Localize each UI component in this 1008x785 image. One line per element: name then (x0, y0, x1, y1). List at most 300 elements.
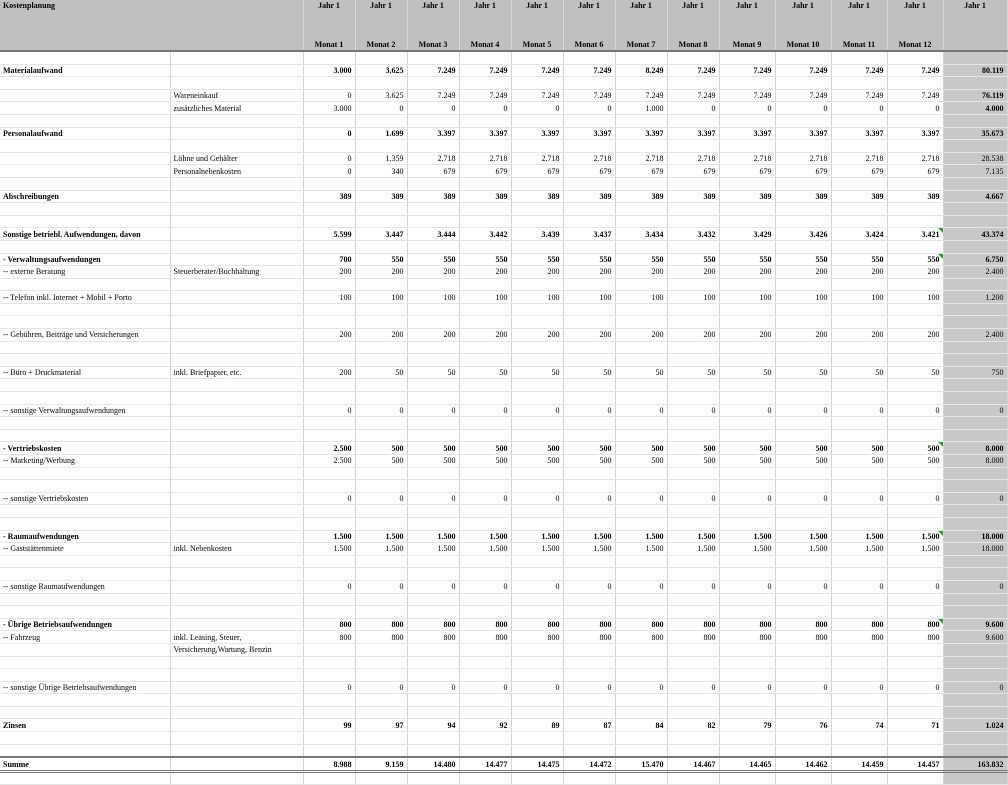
month-value-cell[interactable]: 100 (887, 291, 943, 304)
empty-cell[interactable] (831, 417, 887, 430)
row-note[interactable] (170, 719, 303, 732)
empty-cell[interactable] (0, 140, 170, 153)
total-cell[interactable] (943, 656, 1007, 669)
month-value-cell[interactable]: 100 (831, 291, 887, 304)
month-value-cell[interactable]: 500 (887, 455, 943, 468)
total-cell[interactable] (943, 341, 1007, 354)
month-value-cell[interactable]: 3.434 (615, 228, 667, 241)
empty-cell[interactable] (303, 203, 355, 216)
month-value-cell[interactable]: 14.477 (459, 757, 511, 771)
row-total-cell[interactable]: 4.000 (943, 102, 1007, 115)
empty-cell[interactable] (170, 51, 303, 64)
empty-cell[interactable] (303, 568, 355, 581)
empty-cell[interactable] (407, 379, 459, 392)
month-value-cell[interactable]: 0 (887, 492, 943, 505)
empty-cell[interactable] (719, 203, 775, 216)
month-value-cell[interactable]: 500 (615, 455, 667, 468)
month-value-cell[interactable]: 0 (719, 404, 775, 417)
row-total-cell[interactable]: 35.673 (943, 127, 1007, 140)
empty-cell[interactable] (775, 429, 831, 442)
empty-cell[interactable] (719, 669, 775, 682)
month-value-cell[interactable]: 1.500 (563, 543, 615, 556)
empty-cell[interactable] (719, 341, 775, 354)
row-note[interactable]: Wareneinkauf (170, 89, 303, 102)
empty-cell[interactable] (615, 568, 667, 581)
total-cell[interactable] (943, 732, 1007, 745)
empty-cell[interactable] (887, 379, 943, 392)
empty-cell[interactable] (0, 555, 170, 568)
empty-cell[interactable] (355, 694, 407, 707)
empty-cell[interactable] (0, 417, 170, 430)
month-value-cell[interactable]: 71 (887, 719, 943, 732)
empty-cell[interactable] (407, 694, 459, 707)
month-value-cell[interactable]: 550 (459, 253, 511, 266)
month-value-cell[interactable]: 2.718 (775, 152, 831, 165)
empty-cell[interactable] (615, 593, 667, 606)
empty-cell[interactable] (831, 392, 887, 405)
month-value-cell[interactable]: 200 (887, 266, 943, 279)
empty-cell[interactable] (563, 278, 615, 291)
month-value-cell[interactable]: 0 (303, 580, 355, 593)
empty-cell[interactable] (170, 656, 303, 669)
empty-cell[interactable] (355, 341, 407, 354)
month-value-cell[interactable] (775, 643, 831, 656)
empty-cell[interactable] (719, 51, 775, 64)
month-value-cell[interactable]: 3.439 (511, 228, 563, 241)
month-value-cell[interactable]: 800 (303, 631, 355, 644)
month-value-cell[interactable]: 82 (667, 719, 719, 732)
month-value-cell[interactable]: 0 (355, 580, 407, 593)
empty-cell[interactable] (831, 114, 887, 127)
empty-cell[interactable] (459, 177, 511, 190)
month-value-cell[interactable]: 0 (407, 102, 459, 115)
month-value-cell[interactable]: 7.249 (667, 89, 719, 102)
month-value-cell[interactable]: 14.459 (831, 757, 887, 771)
month-value-cell[interactable]: 50 (887, 366, 943, 379)
month-value-cell[interactable]: 0 (459, 404, 511, 417)
empty-cell[interactable] (887, 316, 943, 329)
month-value-cell[interactable]: 9.159 (355, 757, 407, 771)
empty-cell[interactable] (667, 392, 719, 405)
empty-cell[interactable] (511, 203, 563, 216)
empty-cell[interactable] (831, 593, 887, 606)
empty-cell[interactable] (0, 694, 170, 707)
month-value-cell[interactable]: 500 (511, 442, 563, 455)
month-value-cell[interactable]: 1.000 (615, 102, 667, 115)
month-value-cell[interactable]: 550 (563, 253, 615, 266)
empty-cell[interactable] (667, 505, 719, 518)
empty-cell[interactable] (831, 77, 887, 90)
month-value-cell[interactable]: 3.426 (775, 228, 831, 241)
total-cell[interactable] (943, 379, 1007, 392)
empty-cell[interactable] (511, 303, 563, 316)
empty-cell[interactable] (831, 341, 887, 354)
empty-cell[interactable] (719, 706, 775, 719)
empty-cell[interactable] (355, 316, 407, 329)
empty-cell[interactable] (563, 480, 615, 493)
empty-cell[interactable] (887, 606, 943, 619)
empty-cell[interactable] (407, 706, 459, 719)
empty-cell[interactable] (459, 240, 511, 253)
row-total-cell[interactable]: 0 (943, 492, 1007, 505)
empty-cell[interactable] (170, 240, 303, 253)
empty-cell[interactable] (303, 278, 355, 291)
month-value-cell[interactable]: 200 (511, 329, 563, 342)
empty-cell[interactable] (459, 568, 511, 581)
row-label[interactable]: -- sonstige Übrige Betriebsaufwendungen (0, 681, 170, 694)
empty-cell[interactable] (563, 694, 615, 707)
empty-cell[interactable] (170, 354, 303, 367)
total-cell[interactable] (943, 771, 1007, 785)
month-value-cell[interactable]: 200 (887, 329, 943, 342)
empty-cell[interactable] (407, 316, 459, 329)
empty-cell[interactable] (170, 203, 303, 216)
empty-cell[interactable] (355, 417, 407, 430)
month-value-cell[interactable]: 2.718 (615, 152, 667, 165)
empty-cell[interactable] (459, 656, 511, 669)
month-value-cell[interactable]: 200 (511, 266, 563, 279)
empty-cell[interactable] (615, 606, 667, 619)
month-value-cell[interactable]: 0 (831, 404, 887, 417)
empty-cell[interactable] (303, 467, 355, 480)
month-value-cell[interactable]: 389 (407, 190, 459, 203)
empty-cell[interactable] (0, 177, 170, 190)
empty-cell[interactable] (831, 354, 887, 367)
month-value-cell[interactable]: 679 (831, 165, 887, 178)
month-value-cell[interactable]: 700 (303, 253, 355, 266)
month-value-cell[interactable]: 1.500 (511, 543, 563, 556)
empty-cell[interactable] (170, 568, 303, 581)
month-value-cell[interactable]: 0 (831, 681, 887, 694)
total-cell[interactable] (943, 555, 1007, 568)
month-value-cell[interactable]: 1.500 (303, 543, 355, 556)
month-value-cell[interactable]: 500 (563, 455, 615, 468)
empty-cell[interactable] (563, 203, 615, 216)
row-note[interactable] (170, 530, 303, 543)
empty-cell[interactable] (887, 215, 943, 228)
month-value-cell[interactable]: 3.424 (831, 228, 887, 241)
empty-cell[interactable] (355, 215, 407, 228)
row-total-cell[interactable]: 7.135 (943, 165, 1007, 178)
empty-cell[interactable] (831, 51, 887, 64)
empty-cell[interactable] (407, 732, 459, 745)
row-note[interactable]: inkl. Leasing, Steuer, (170, 631, 303, 644)
empty-cell[interactable] (0, 114, 170, 127)
empty-cell[interactable] (887, 354, 943, 367)
empty-cell[interactable] (775, 568, 831, 581)
empty-cell[interactable] (615, 278, 667, 291)
empty-cell[interactable] (459, 354, 511, 367)
empty-cell[interactable] (775, 555, 831, 568)
month-value-cell[interactable]: 1.500 (775, 530, 831, 543)
empty-cell[interactable] (887, 656, 943, 669)
empty-cell[interactable] (407, 240, 459, 253)
total-cell[interactable] (943, 517, 1007, 530)
month-value-cell[interactable]: 500 (511, 455, 563, 468)
month-value-cell[interactable]: 679 (615, 165, 667, 178)
empty-cell[interactable] (887, 177, 943, 190)
empty-cell[interactable] (667, 555, 719, 568)
month-value-cell[interactable]: 1.500 (667, 543, 719, 556)
empty-cell[interactable] (407, 669, 459, 682)
month-value-cell[interactable]: 0 (563, 404, 615, 417)
row-label[interactable]: Materialaufwand (0, 64, 170, 77)
empty-cell[interactable] (355, 706, 407, 719)
row-note[interactable] (170, 455, 303, 468)
empty-cell[interactable] (563, 706, 615, 719)
empty-cell[interactable] (355, 568, 407, 581)
row-total-cell[interactable]: 8.000 (943, 442, 1007, 455)
total-cell[interactable] (943, 77, 1007, 90)
empty-cell[interactable] (775, 140, 831, 153)
month-value-cell[interactable]: 7.249 (563, 64, 615, 77)
empty-cell[interactable] (775, 177, 831, 190)
month-value-cell[interactable]: 500 (775, 442, 831, 455)
row-note[interactable]: inkl. Nebenkosten (170, 543, 303, 556)
empty-cell[interactable] (407, 114, 459, 127)
empty-cell[interactable] (407, 467, 459, 480)
empty-cell[interactable] (887, 341, 943, 354)
empty-cell[interactable] (511, 480, 563, 493)
empty-cell[interactable] (511, 732, 563, 745)
month-value-cell[interactable]: 1.500 (459, 543, 511, 556)
empty-cell[interactable] (775, 706, 831, 719)
row-total-cell[interactable]: 2.400 (943, 266, 1007, 279)
empty-cell[interactable] (170, 417, 303, 430)
empty-cell[interactable] (459, 429, 511, 442)
empty-cell[interactable] (775, 732, 831, 745)
month-value-cell[interactable]: 200 (303, 329, 355, 342)
empty-cell[interactable] (511, 278, 563, 291)
month-value-cell[interactable]: 800 (407, 618, 459, 631)
empty-cell[interactable] (775, 417, 831, 430)
month-value-cell[interactable]: 0 (887, 580, 943, 593)
month-value-cell[interactable]: 89 (511, 719, 563, 732)
row-note[interactable] (170, 580, 303, 593)
month-value-cell[interactable]: 3.625 (355, 89, 407, 102)
row-note[interactable] (170, 64, 303, 77)
row-note[interactable] (170, 253, 303, 266)
empty-cell[interactable] (615, 354, 667, 367)
empty-cell[interactable] (0, 429, 170, 442)
month-value-cell[interactable]: 800 (887, 618, 943, 631)
empty-cell[interactable] (563, 303, 615, 316)
empty-cell[interactable] (0, 303, 170, 316)
empty-cell[interactable] (511, 354, 563, 367)
total-cell[interactable] (943, 316, 1007, 329)
row-note[interactable] (170, 127, 303, 140)
month-value-cell[interactable]: 800 (719, 631, 775, 644)
row-label[interactable] (0, 102, 170, 115)
empty-cell[interactable] (667, 732, 719, 745)
month-value-cell[interactable]: 800 (615, 618, 667, 631)
month-value-cell[interactable]: 0 (511, 492, 563, 505)
empty-cell[interactable] (563, 240, 615, 253)
month-value-cell[interactable]: 2.500 (303, 455, 355, 468)
empty-cell[interactable] (407, 177, 459, 190)
empty-cell[interactable] (831, 744, 887, 757)
month-value-cell[interactable]: 0 (667, 492, 719, 505)
month-value-cell[interactable]: 3.625 (355, 64, 407, 77)
row-total-cell[interactable]: 6.750 (943, 253, 1007, 266)
month-value-cell[interactable] (355, 643, 407, 656)
empty-cell[interactable] (355, 114, 407, 127)
month-value-cell[interactable]: 8.249 (615, 64, 667, 77)
month-value-cell[interactable]: 0 (887, 404, 943, 417)
empty-cell[interactable] (667, 568, 719, 581)
empty-cell[interactable] (170, 593, 303, 606)
month-value-cell[interactable]: 2.718 (719, 152, 775, 165)
empty-cell[interactable] (459, 303, 511, 316)
empty-cell[interactable] (407, 392, 459, 405)
month-value-cell[interactable]: 7.249 (719, 64, 775, 77)
empty-cell[interactable] (407, 429, 459, 442)
month-value-cell[interactable]: 50 (407, 366, 459, 379)
empty-cell[interactable] (719, 732, 775, 745)
empty-cell[interactable] (459, 114, 511, 127)
empty-cell[interactable] (407, 593, 459, 606)
empty-cell[interactable] (775, 114, 831, 127)
empty-cell[interactable] (719, 744, 775, 757)
empty-cell[interactable] (407, 480, 459, 493)
empty-cell[interactable] (170, 140, 303, 153)
empty-cell[interactable] (459, 417, 511, 430)
empty-cell[interactable] (511, 114, 563, 127)
month-value-cell[interactable]: 3.397 (719, 127, 775, 140)
row-label[interactable]: - Raumaufwendungen (0, 530, 170, 543)
month-value-cell[interactable]: 500 (719, 455, 775, 468)
empty-cell[interactable] (0, 656, 170, 669)
month-value-cell[interactable]: 3.397 (563, 127, 615, 140)
month-value-cell[interactable]: 0 (831, 580, 887, 593)
month-value-cell[interactable]: 7.249 (831, 89, 887, 102)
month-value-cell[interactable]: 800 (775, 631, 831, 644)
month-value-cell[interactable]: 7.249 (511, 89, 563, 102)
month-value-cell[interactable]: 0 (355, 102, 407, 115)
empty-cell[interactable] (511, 467, 563, 480)
month-value-cell[interactable]: 100 (563, 291, 615, 304)
empty-cell[interactable] (355, 744, 407, 757)
month-value-cell[interactable]: 1.500 (667, 530, 719, 543)
empty-cell[interactable] (719, 354, 775, 367)
month-value-cell[interactable]: 14.465 (719, 757, 775, 771)
month-value-cell[interactable]: 100 (719, 291, 775, 304)
empty-cell[interactable] (831, 303, 887, 316)
month-value-cell[interactable]: 0 (775, 580, 831, 593)
empty-cell[interactable] (355, 606, 407, 619)
month-value-cell[interactable]: 79 (719, 719, 775, 732)
row-label[interactable]: -- Gaststättenmiete (0, 543, 170, 556)
empty-cell[interactable] (887, 555, 943, 568)
empty-cell[interactable] (615, 517, 667, 530)
empty-cell[interactable] (511, 669, 563, 682)
month-value-cell[interactable]: 1.359 (355, 152, 407, 165)
empty-cell[interactable] (459, 51, 511, 64)
empty-cell[interactable] (887, 51, 943, 64)
month-value-cell[interactable]: 0 (511, 102, 563, 115)
month-value-cell[interactable]: 0 (563, 102, 615, 115)
month-value-cell[interactable]: 550 (615, 253, 667, 266)
month-value-cell[interactable]: 800 (407, 631, 459, 644)
month-value-cell[interactable]: 389 (511, 190, 563, 203)
empty-cell[interactable] (719, 606, 775, 619)
empty-cell[interactable] (563, 215, 615, 228)
month-value-cell[interactable]: 679 (563, 165, 615, 178)
empty-cell[interactable] (170, 771, 303, 785)
empty-cell[interactable] (775, 316, 831, 329)
month-value-cell[interactable]: 14.480 (407, 757, 459, 771)
empty-cell[interactable] (775, 303, 831, 316)
row-label[interactable]: -- sonstige Vertriebskosten (0, 492, 170, 505)
month-value-cell[interactable]: 3.000 (303, 64, 355, 77)
empty-cell[interactable] (407, 771, 459, 785)
month-value-cell[interactable]: 7.249 (407, 89, 459, 102)
empty-cell[interactable] (615, 417, 667, 430)
empty-cell[interactable] (407, 51, 459, 64)
empty-cell[interactable] (459, 215, 511, 228)
empty-cell[interactable] (511, 694, 563, 707)
month-value-cell[interactable]: 14.467 (667, 757, 719, 771)
empty-cell[interactable] (831, 140, 887, 153)
month-value-cell[interactable] (831, 643, 887, 656)
empty-cell[interactable] (719, 77, 775, 90)
empty-cell[interactable] (303, 517, 355, 530)
empty-cell[interactable] (887, 744, 943, 757)
empty-cell[interactable] (170, 379, 303, 392)
month-value-cell[interactable]: 500 (563, 442, 615, 455)
empty-cell[interactable] (303, 341, 355, 354)
empty-cell[interactable] (170, 555, 303, 568)
month-value-cell[interactable]: 3.397 (775, 127, 831, 140)
month-value-cell[interactable]: 0 (407, 681, 459, 694)
month-value-cell[interactable]: 0 (887, 102, 943, 115)
month-value-cell[interactable]: 500 (831, 455, 887, 468)
month-value-cell[interactable]: 0 (407, 404, 459, 417)
total-cell[interactable] (943, 417, 1007, 430)
month-value-cell[interactable]: 800 (511, 631, 563, 644)
empty-cell[interactable] (459, 555, 511, 568)
empty-cell[interactable] (719, 694, 775, 707)
month-value-cell[interactable]: 0 (719, 102, 775, 115)
empty-cell[interactable] (563, 517, 615, 530)
empty-cell[interactable] (563, 316, 615, 329)
empty-cell[interactable] (831, 517, 887, 530)
month-value-cell[interactable]: 500 (407, 455, 459, 468)
month-value-cell[interactable]: 0 (667, 102, 719, 115)
empty-cell[interactable] (775, 467, 831, 480)
row-label[interactable]: - Verwaltungsaufwendungen (0, 253, 170, 266)
month-value-cell[interactable]: 3.429 (719, 228, 775, 241)
empty-cell[interactable] (459, 606, 511, 619)
empty-cell[interactable] (887, 480, 943, 493)
empty-cell[interactable] (407, 341, 459, 354)
empty-cell[interactable] (615, 379, 667, 392)
empty-cell[interactable] (667, 278, 719, 291)
month-value-cell[interactable]: 50 (775, 366, 831, 379)
month-value-cell[interactable]: 1.500 (887, 543, 943, 556)
month-value-cell[interactable]: 3.447 (355, 228, 407, 241)
month-value-cell[interactable]: 0 (831, 102, 887, 115)
empty-cell[interactable] (511, 771, 563, 785)
month-value-cell[interactable]: 1.500 (887, 530, 943, 543)
total-cell[interactable] (943, 568, 1007, 581)
empty-cell[interactable] (563, 354, 615, 367)
month-value-cell[interactable]: 15.470 (615, 757, 667, 771)
month-value-cell[interactable]: 800 (775, 618, 831, 631)
month-value-cell[interactable]: 1.500 (407, 530, 459, 543)
month-value-cell[interactable]: 0 (303, 404, 355, 417)
empty-cell[interactable] (775, 656, 831, 669)
